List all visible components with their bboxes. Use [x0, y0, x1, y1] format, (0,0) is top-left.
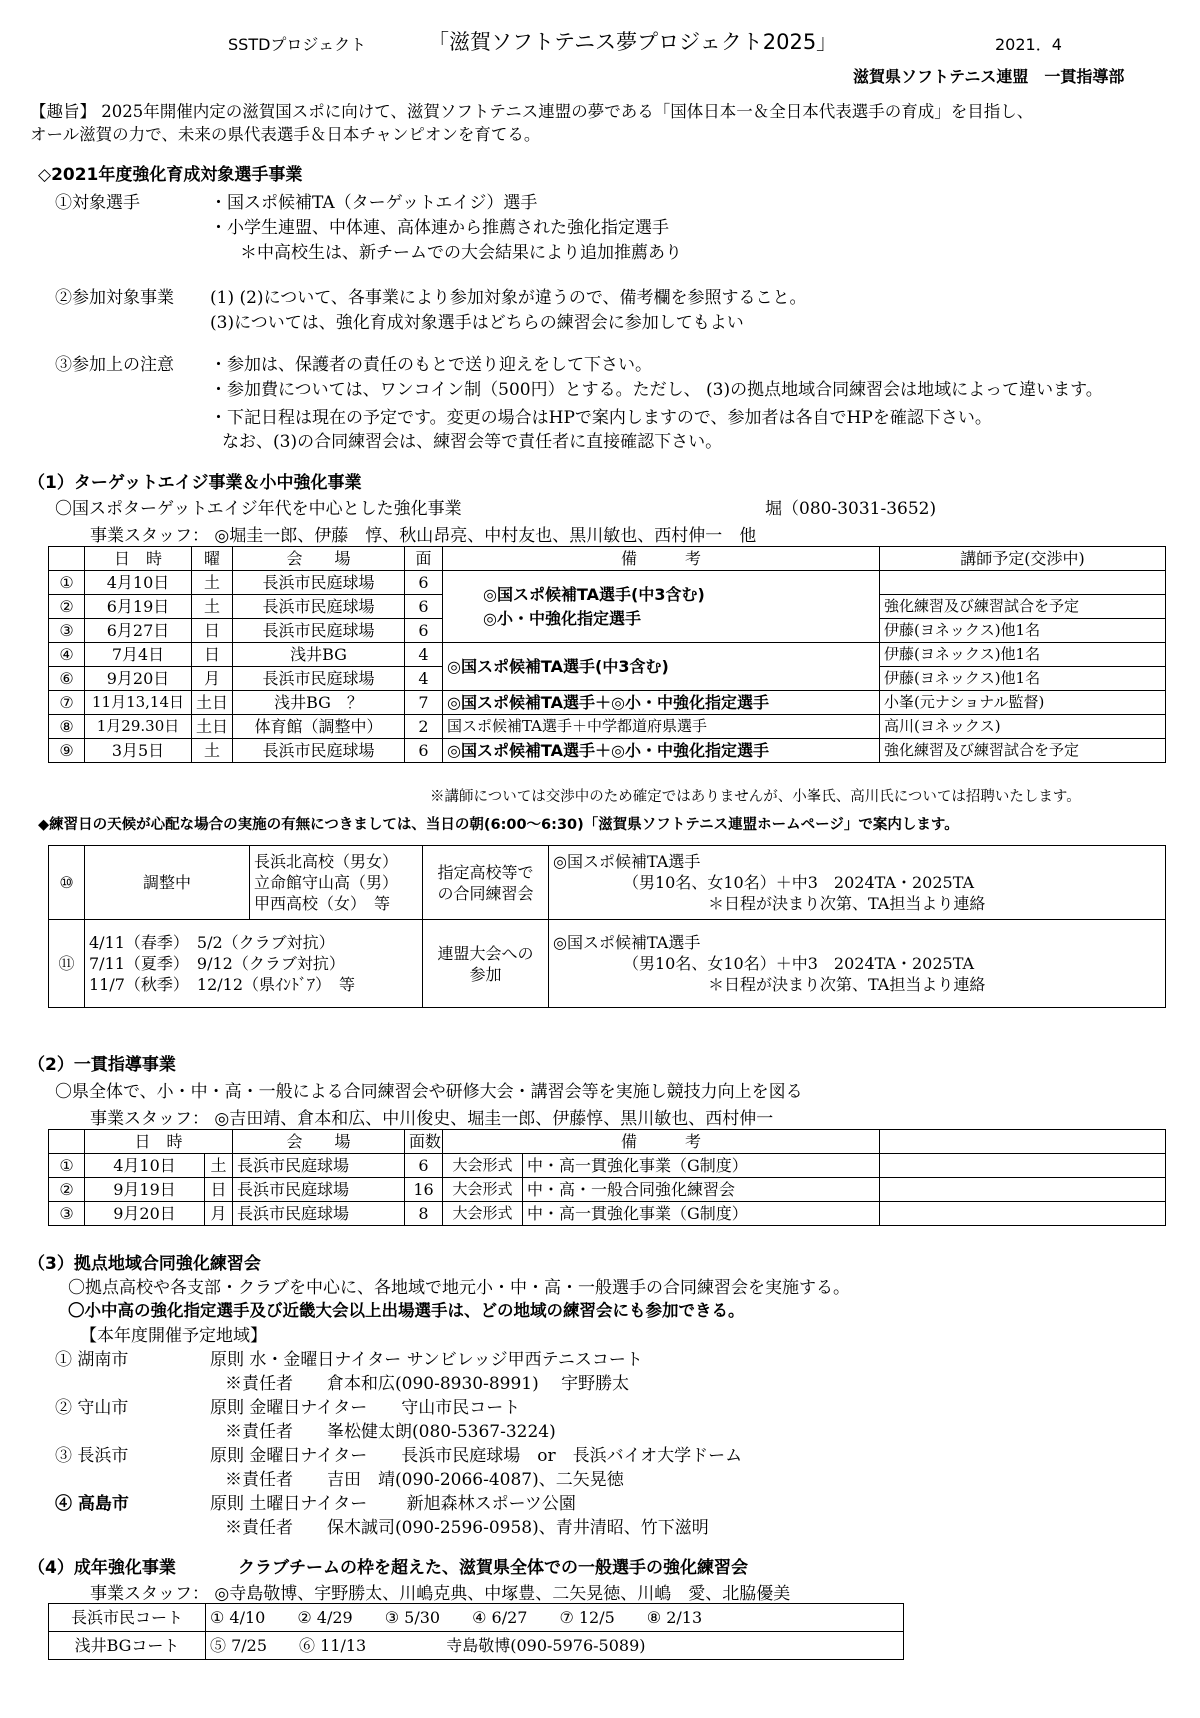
row-lecturer: 伊藤(ヨネックス)他1名 — [880, 667, 1166, 691]
project-code: SSTDプロジェクト — [228, 35, 367, 54]
row-courts: 2 — [405, 715, 443, 739]
row-venue: 浅井BG — [233, 643, 405, 667]
row-lecturer: 伊藤(ヨネックス)他1名 — [880, 619, 1166, 643]
row-day: 土日 — [192, 715, 233, 739]
header-date: 日 時 — [85, 547, 192, 571]
row-courts: 6 — [405, 1154, 443, 1178]
table-row — [49, 1178, 1166, 1202]
row-lecturer: 強化練習及び練習試合を予定 — [880, 595, 1166, 619]
region-schedule: 原則 金曜日ナイター 長浜市民庭球場 or 長浜バイオ大学ドーム — [210, 1446, 743, 1466]
participation-line-2: (3)については、強化育成対象選手はどちらの練習会に参加してもよい — [210, 313, 744, 333]
row-number: ⑦ — [49, 691, 85, 715]
region-name: ② 守山市 — [55, 1398, 129, 1418]
row-day: 土 — [192, 571, 233, 595]
header-notes: 備 考 — [443, 1130, 880, 1154]
target-age-staff: 事業スタッフ： ◎堀圭一郎、伊藤 惇、秋山昂亮、中村友也、黒川敏也、西村伸一 他 — [90, 526, 757, 546]
row-courts: 7 — [405, 691, 443, 715]
row-number: ① — [49, 1154, 85, 1178]
type-line: の合同練習会 — [437, 883, 534, 903]
row-number: ① — [49, 571, 85, 595]
row-number: ⑪ — [49, 920, 85, 1008]
row-note: 国スポ候補TA選手＋中学都道府県選手 — [443, 715, 880, 739]
row-format: 大会形式 — [443, 1154, 523, 1178]
organization: 滋賀県ソフトテニス連盟 一貫指導部 — [853, 67, 1125, 86]
row-venue: 長浜市民庭球場 — [233, 595, 405, 619]
target-age-contact: 堀（080-3031-3652) — [765, 499, 937, 519]
table-row — [49, 643, 1166, 667]
regional-subheading: 【本年度開催予定地域】 — [80, 1326, 267, 1346]
region-schedule: 原則 土曜日ナイター 新旭森林スポーツ公園 — [210, 1494, 576, 1514]
region-contact: ※責任者 保木誠司(090-2596-0958)、青井清昭、竹下滋明 — [225, 1518, 709, 1538]
table-row — [49, 1154, 1166, 1178]
purpose-line-2: オール滋賀の力で、未来の県代表選手＆日本チャンピオンを育てる。 — [30, 125, 541, 144]
adult-training-staff: 事業スタッフ： ◎寺島敬博、宇野勝太、川嶋克典、中塚豊、二矢晃徳、川嶋 愛、北脇優美 — [90, 1584, 791, 1604]
section-heading-consistent-guidance: （2）一貫指導事業 — [28, 1055, 176, 1075]
note-line: （男10名、女10名）＋中3 2024TA・2025TA — [623, 873, 975, 892]
row-day: 土日 — [192, 691, 233, 715]
row-number: ⑨ — [49, 739, 85, 763]
row-number: ⑥ — [49, 667, 85, 691]
row-lecturer: 強化練習及び練習試合を予定 — [880, 739, 1166, 763]
row-date: 4月10日 — [85, 1154, 205, 1178]
table-row — [49, 691, 1166, 715]
target-label: ①対象選手 — [55, 193, 140, 213]
row-venues — [250, 846, 423, 920]
note-line: ◎小・中強化指定選手 — [483, 608, 641, 628]
region-name: ④ 高島市 — [55, 1494, 129, 1514]
row-note: 中・高・一般合同強化練習会 — [523, 1178, 880, 1202]
row-courts: 6 — [405, 571, 443, 595]
consistent-guidance-staff: 事業スタッフ： ◎吉田靖、倉本和広、中川俊史、堀圭一郎、伊藤惇、黒川敏也、西村伸一 — [90, 1109, 774, 1129]
notes-tournament-group-b: ◎国スポ候補TA選手(中3含む) — [443, 643, 880, 691]
row-date: 9月20日 — [85, 667, 192, 691]
region-schedule: 原則 水・金曜日ナイター サンビレッジ甲西テニスコート — [210, 1350, 643, 1370]
target-line-3: ＊中高校生は、新チームでの大会結果により追加推薦あり — [240, 243, 682, 263]
adult-training-description: クラブチームの枠を超えた、滋賀県全体での一般選手の強化練習会 — [238, 1558, 748, 1578]
row-type — [423, 920, 549, 1008]
region-schedule: 原則 金曜日ナイター 守山市民コート — [210, 1398, 521, 1418]
header-lecturer: 講師予定(交渉中) — [880, 547, 1166, 571]
table-row — [49, 1202, 1166, 1226]
row-courts: 4 — [405, 643, 443, 667]
lecturer-footnote: ※講師については交渉中のため確定ではありませんが、小峯氏、高川氏については招聘いたします。 — [430, 789, 1081, 805]
row-venue: 体育館（調整中） — [233, 715, 405, 739]
row-note: ◎国スポ候補TA選手＋◎小・中強化指定選手 — [443, 691, 880, 715]
row-day: 土 — [192, 595, 233, 619]
region-contact: ※責任者 峯松健太朗(080-5367-3224) — [225, 1422, 556, 1442]
table-row — [49, 739, 1166, 763]
table-row — [49, 571, 1166, 595]
venue-line: 立命館守山高（男） — [254, 873, 399, 892]
row-number: ⑧ — [49, 715, 85, 739]
row-courts: 8 — [405, 1202, 443, 1226]
table-header-row — [49, 547, 1166, 571]
row-lecturer: 伊藤(ヨネックス)他1名 — [880, 643, 1166, 667]
consistent-guidance-subtitle: 〇県全体で、小・中・高・一般による合同練習会や研修大会・講習会等を実施し競技力向上を図る — [55, 1082, 803, 1102]
row-number: ② — [49, 595, 85, 619]
region-contact: ※責任者 吉田 靖(090-2066-4087)、二矢晃徳 — [225, 1470, 624, 1490]
participation-label: ②参加対象事業 — [55, 288, 174, 308]
row-venue: 長浜市民庭球場 — [233, 571, 405, 595]
page-title: 「滋賀ソフトテニス夢プロジェクト2025」 — [428, 30, 838, 54]
weather-notice: ◆練習日の天候が心配な場合の実施の有無につきましては、当日の朝(6:00～6:30)「滋賀県ソフトテニス連盟ホームページ」で案内します。 — [38, 817, 959, 833]
row-day: 土 — [192, 739, 233, 763]
region-name: ① 湖南市 — [55, 1350, 129, 1370]
header-notes: 備 考 — [443, 547, 880, 571]
note-line: ◎国スポ候補TA選手 — [553, 852, 701, 871]
row-venue: 長浜市民庭球場 — [233, 1202, 405, 1226]
row-dates: ⑤ 7/25 ⑥ 11/13 寺島敬博(090-5976-5089) — [206, 1632, 904, 1660]
table-row — [49, 1604, 904, 1632]
target-line-1: ・国スポ候補TA（ターゲットエイジ）選手 — [210, 193, 538, 213]
row-courts: 6 — [405, 619, 443, 643]
type-line: 指定高校等で — [437, 862, 534, 882]
row-date: 4月10日 — [85, 571, 192, 595]
caution-line-4: なお、(3)の合同練習会は、練習会等で責任者に直接確認下さい。 — [222, 432, 723, 452]
row-notes — [549, 846, 1166, 920]
row-day: 月 — [205, 1202, 233, 1226]
row-lecturer: 小峯(元ナショナル監督) — [880, 691, 1166, 715]
row-date: 1月29.30日 — [85, 715, 192, 739]
caution-line-1: ・参加は、保護者の責任のもとで送り迎えをして下さい。 — [210, 355, 652, 375]
row-day: 日 — [192, 643, 233, 667]
date-line: 11/7（秋季） 12/12（県ｲﾝﾄﾞｱ） 等 — [89, 975, 356, 994]
note-line: ＊日程が決まり次第、TA担当より連絡 — [708, 975, 986, 994]
table-row — [49, 1632, 904, 1660]
notes-tournament-group-a — [443, 571, 880, 643]
caution-line-3: ・下記日程は現在の予定です。変更の場合はHPで案内しますので、参加者は各自でHPを確認下さい。 — [210, 408, 992, 428]
table-header-row — [49, 1130, 1166, 1154]
row-courts: 6 — [405, 595, 443, 619]
row-dates — [85, 920, 423, 1008]
table-row — [49, 920, 1166, 1008]
note-line: ＊日程が決まり次第、TA担当より連絡 — [708, 894, 986, 913]
region-name: ③ 長浜市 — [55, 1446, 129, 1466]
row-venue: 長浜市民庭球場 — [233, 619, 405, 643]
header-courts: 面 — [405, 547, 443, 571]
row-date: 3月5日 — [85, 739, 192, 763]
row-date: 調整中 — [85, 846, 250, 920]
high-school-table — [48, 845, 1166, 1008]
row-venue: 長浜市民庭球場 — [233, 739, 405, 763]
row-note: 中・高一貫強化事業（G制度） — [523, 1202, 880, 1226]
row-date: 9月19日 — [85, 1178, 205, 1202]
regional-subtitle-1: 〇拠点高校や各支部・クラブを中心に、各地域で地元小・中・高・一般選手の合同練習会を実施する。 — [68, 1278, 850, 1298]
document-date: 2021．4 — [995, 35, 1062, 54]
row-date: 9月20日 — [85, 1202, 205, 1226]
row-type — [423, 846, 549, 920]
participation-line-1: (1) (2)について、各事業により参加対象が違うので、備考欄を参照すること。 — [210, 288, 807, 308]
venue-line: 甲西高校（女） 等 — [254, 894, 391, 913]
row-number: ④ — [49, 643, 85, 667]
date-line: 7/11（夏季） 9/12（クラブ対抗） — [89, 954, 345, 973]
table-row — [49, 846, 1166, 920]
header-day: 曜 — [192, 547, 233, 571]
target-age-table — [48, 546, 1166, 763]
row-date: 6月27日 — [85, 619, 192, 643]
adult-training-table — [48, 1603, 904, 1660]
purpose-line-1: 【趣旨】 2025年開催内定の滋賀国スポに向けて、滋賀ソフトテニス連盟の夢である「国体日本一＆全日本代表選手の育成」を目指し、 — [30, 102, 1034, 121]
row-number: ③ — [49, 619, 85, 643]
row-venue: 浅井BGコート — [49, 1632, 206, 1660]
row-date: 11月13,14日 — [85, 691, 192, 715]
row-day: 月 — [192, 667, 233, 691]
row-number: ③ — [49, 1202, 85, 1226]
row-lecturer: 高川(ヨネックス) — [880, 715, 1166, 739]
row-day: 日 — [205, 1178, 233, 1202]
row-day: 日 — [192, 619, 233, 643]
row-notes — [549, 920, 1166, 1008]
row-day: 土 — [205, 1154, 233, 1178]
row-note: 中・高一貫強化事業（G制度） — [523, 1154, 880, 1178]
note-line: ◎国スポ候補TA選手 — [553, 933, 701, 952]
row-lecturer — [880, 571, 1166, 595]
region-contact: ※責任者 倉本和広(090-8930-8991) 宇野勝太 — [225, 1374, 630, 1394]
row-venue: 浅井BG ？ — [233, 691, 405, 715]
row-number: ⑩ — [49, 846, 85, 920]
header-venue: 会 場 — [233, 547, 405, 571]
row-date: 7月4日 — [85, 643, 192, 667]
row-venue: 長浜市民庭球場 — [233, 1154, 405, 1178]
type-line: 参加 — [469, 964, 502, 984]
section-heading-targets: ◇2021年度強化育成対象選手事業 — [38, 165, 303, 185]
row-courts: 6 — [405, 739, 443, 763]
row-venue: 長浜市民庭球場 — [233, 1178, 405, 1202]
table-row — [49, 715, 1166, 739]
row-courts: 4 — [405, 667, 443, 691]
row-courts: 16 — [405, 1178, 443, 1202]
row-date: 6月19日 — [85, 595, 192, 619]
row-venue: 長浜市民コート — [49, 1604, 206, 1632]
consistent-guidance-table — [48, 1129, 1166, 1226]
row-note: ◎国スポ候補TA選手＋◎小・中強化指定選手 — [443, 739, 880, 763]
section-heading-regional-practice: （3）拠点地域合同強化練習会 — [28, 1254, 261, 1274]
section-heading-target-age: （1）ターゲットエイジ事業＆小中強化事業 — [28, 473, 362, 493]
caution-line-2: ・参加費については、ワンコイン制（500円）とする。ただし、 (3)の拠点地域合同練習会は地域によって違います。 — [210, 380, 1103, 400]
header-courts: 面数 — [405, 1130, 443, 1154]
note-line: ◎国スポ候補TA選手(中3含む) — [483, 584, 705, 604]
row-number: ② — [49, 1178, 85, 1202]
date-line: 4/11（春季） 5/2（クラブ対抗） — [89, 933, 335, 952]
row-dates: ① 4/10 ② 4/29 ③ 5/30 ④ 6/27 ⑦ 12/5 ⑧ 2/13 — [206, 1604, 904, 1632]
header-date: 日 時 — [85, 1130, 233, 1154]
section-heading-adult-training: （4）成年強化事業 — [28, 1558, 176, 1578]
row-venue: 長浜市民庭球場 — [233, 667, 405, 691]
target-line-2: ・小学生連盟、中体連、高体連から推薦された強化指定選手 — [210, 218, 669, 238]
header-venue: 会 場 — [233, 1130, 405, 1154]
row-format: 大会形式 — [443, 1178, 523, 1202]
row-format: 大会形式 — [443, 1202, 523, 1226]
regional-subtitle-2: 〇小中高の強化指定選手及び近畿大会以上出場選手は、どの地域の練習会にも参加できる。 — [68, 1301, 745, 1320]
target-age-subtitle: 〇国スポターゲットエイジ年代を中心とした強化事業 — [55, 499, 462, 519]
venue-line: 長浜北高校（男女） — [254, 852, 399, 871]
type-line: 連盟大会への — [437, 943, 534, 963]
note-line: （男10名、女10名）＋中3 2024TA・2025TA — [623, 954, 975, 973]
caution-label: ③参加上の注意 — [55, 355, 174, 375]
